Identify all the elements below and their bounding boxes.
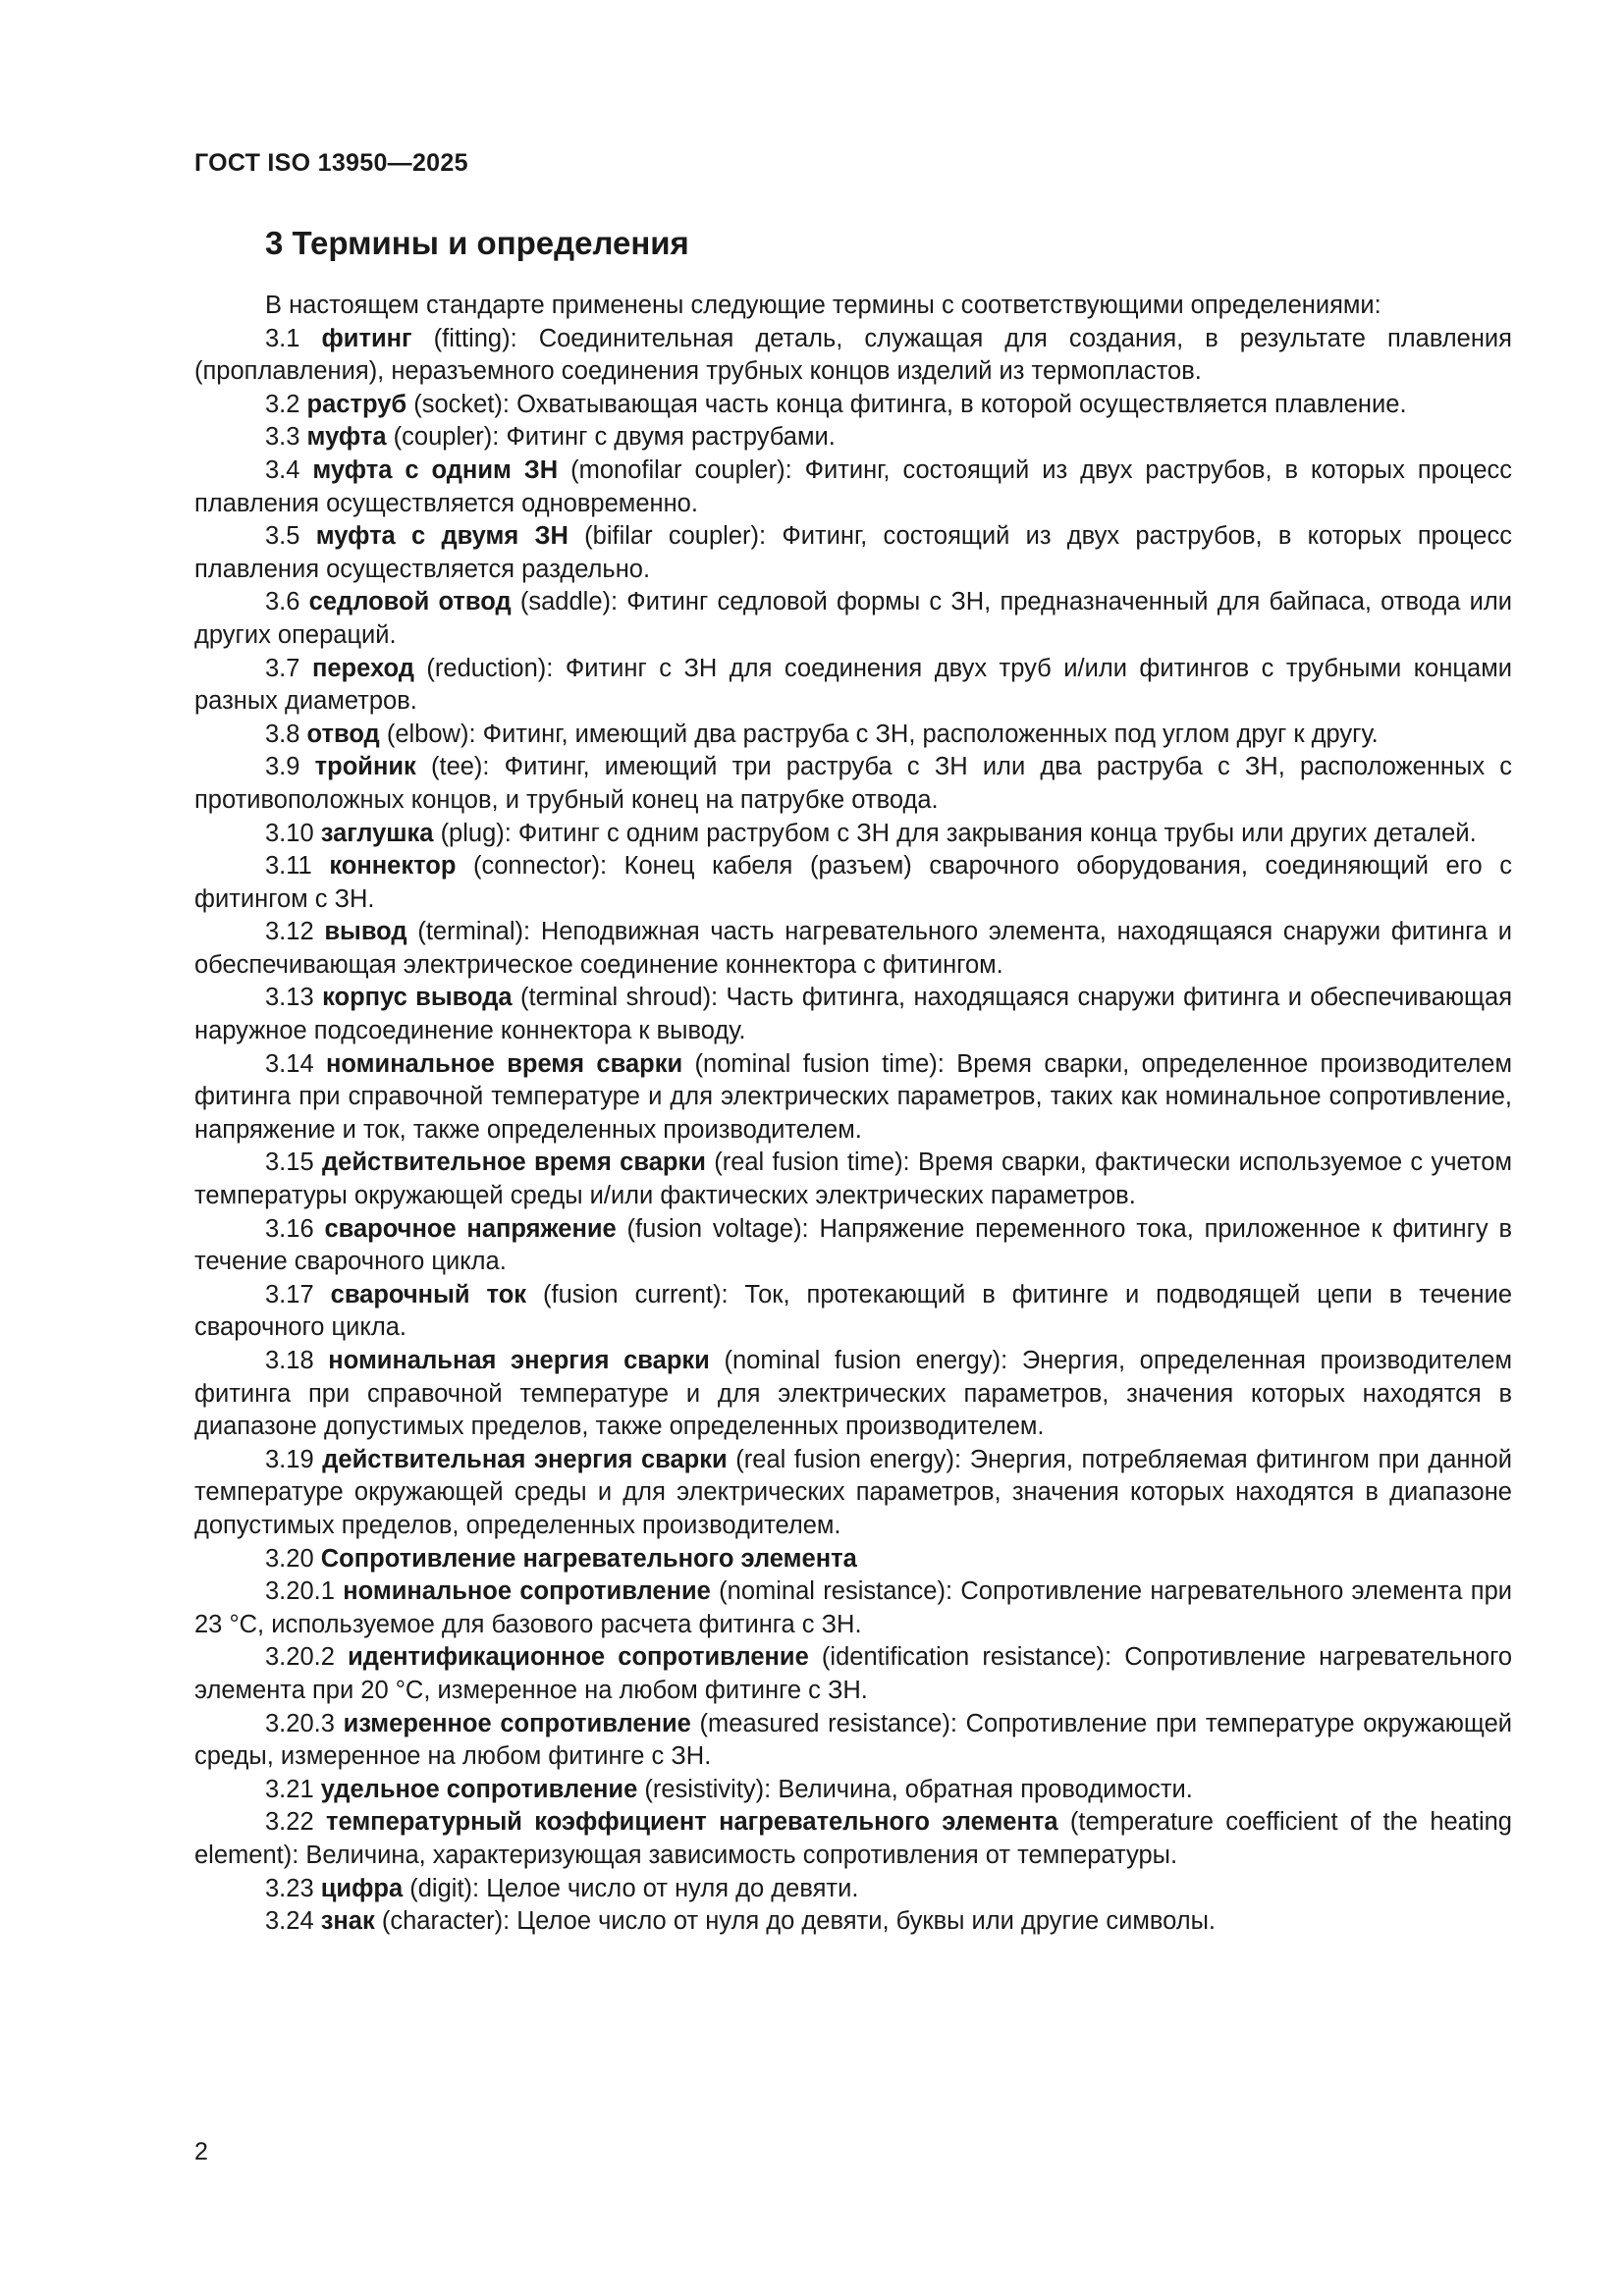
term-number: 3.20.1	[265, 1577, 335, 1606]
term-definition: (nominal fusion energy): Энергия, определенная производителем фитинга при справочной температуре и для электрических параметров, значения которых находятся в диапазоне допустимых пределов, также определенных производителем.	[194, 1347, 1512, 1441]
term-number: 3.8	[265, 720, 300, 748]
term-definition: (bifilar coupler): Фитинг, состоящий из двух раструбов, в которых процесс плавления осуществляется раздельно.	[194, 522, 1512, 583]
term-name: измеренное сопротивление	[343, 1709, 691, 1737]
term-definition: (socket): Охватывающая часть конца фитинга, в которой осуществляется плавление.	[406, 390, 1407, 418]
term-definition: (fitting): Соединительная деталь, служащая для создания, в результате плавления (проплавления), неразъемного соединения трубных концов изделий из термопластов.	[194, 324, 1512, 386]
term-number: 3.19	[265, 1445, 314, 1473]
term-number: 3.13	[265, 984, 314, 1012]
term-number: 3.24	[265, 1907, 314, 1936]
term-paragraph	[194, 1147, 1512, 1212]
section-title: 3 Термины и определения	[265, 225, 689, 261]
term-definition: (saddle): Фитинг седловой формы с ЗН, предназначенный для байпаса, отвода или других операций.	[194, 588, 1512, 649]
term-number: 3.6	[265, 588, 300, 616]
term-paragraph	[194, 1641, 1512, 1707]
term-paragraph	[194, 850, 1512, 916]
term-name: муфта	[306, 423, 387, 452]
term-number: 3.3	[265, 423, 300, 452]
term-definition: (elbow): Фитинг, имеющий два раструба с ЗН, расположенных под углом друг к другу.	[379, 720, 1379, 748]
term-number: 3.5	[265, 522, 300, 551]
term-name: Сопротивление нагревательного элемента	[320, 1544, 857, 1573]
term-paragraph	[194, 1575, 1512, 1641]
term-name: заглушка	[320, 819, 434, 847]
term-paragraph	[194, 1774, 1512, 1807]
term-number: 3.11	[265, 852, 312, 881]
term-definition: (fusion voltage): Напряжение переменного тока, приложенное к фитингу в течение сварочного цикла.	[194, 1214, 1513, 1276]
document-body	[194, 224, 1512, 1939]
term-paragraph	[194, 1543, 1512, 1576]
term-number: 3.4	[265, 455, 300, 484]
term-name: переход	[311, 654, 414, 682]
term-definition: (reduction): Фитинг с ЗН для соединения двух труб и/или фитингов с трубными концами разных диаметров.	[194, 654, 1512, 716]
term-name: отвод	[306, 720, 380, 748]
term-number: 3.9	[265, 753, 300, 781]
term-definition: (plug): Фитинг с одним раструбом с ЗН для закрывания конца трубы или других деталей.	[433, 819, 1477, 847]
term-number: 3.1	[265, 324, 300, 352]
term-paragraph	[194, 1708, 1512, 1774]
term-name: удельное сопротивление	[320, 1775, 638, 1803]
term-paragraph	[194, 916, 1512, 982]
term-paragraph	[194, 653, 1512, 719]
term-number: 3.16	[265, 1214, 314, 1243]
term-definition: (real fusion energy): Энергия, потребляемая фитингом при данной температуре окружающей среды и для электрических параметров, значения которых находятся в диапазоне допустимых пределов, определенных производителем.	[194, 1445, 1512, 1539]
term-definition: (terminal): Неподвижная часть нагревательного элемента, находящаяся снаружи фитинга и обеспечивающая электрическое соединение коннектора с фитингом.	[194, 918, 1512, 979]
term-paragraph	[194, 1345, 1512, 1444]
term-definition: (real fusion time): Время сварки, фактически используемое с учетом температуры окружающей среды и/или фактических электрических параметров.	[194, 1148, 1512, 1210]
term-number: 3.12	[265, 918, 314, 946]
term-number: 3.7	[265, 654, 300, 682]
term-paragraph	[194, 751, 1512, 817]
term-name: раструб	[306, 390, 407, 418]
term-definition: (measured resistance): Сопротивление при температуре окружающей среды, измеренное на любом фитинге с ЗН.	[194, 1709, 1512, 1771]
term-paragraph	[194, 719, 1512, 752]
term-number: 3.17	[265, 1280, 314, 1308]
term-definition: (identification resistance): Сопротивление нагревательного элемента при 20 °С, измеренное на любом фитинге с ЗН.	[194, 1643, 1513, 1704]
term-number: 3.20	[265, 1544, 314, 1573]
term-name: действительное время сварки	[321, 1148, 706, 1177]
terms-list	[194, 323, 1512, 1939]
term-paragraph	[194, 389, 1512, 422]
term-number: 3.10	[265, 819, 314, 847]
term-name: сварочное напряжение	[324, 1214, 617, 1243]
term-name: номинальная энергия сварки	[328, 1347, 710, 1374]
term-paragraph	[194, 1873, 1512, 1906]
term-paragraph	[194, 323, 1512, 389]
term-name: седловой отвод	[308, 588, 512, 616]
intro-paragraph: В настоящем стандарте применены следующие термины с соответствующими определениями:	[265, 292, 1381, 319]
term-name: муфта с одним ЗН	[312, 455, 559, 484]
term-name: номинальное время сварки	[326, 1049, 683, 1078]
term-number: 3.15	[265, 1148, 314, 1177]
term-number: 3.20.2	[265, 1643, 335, 1672]
term-paragraph	[194, 1279, 1512, 1345]
term-paragraph	[194, 818, 1512, 851]
term-number: 3.21	[265, 1775, 314, 1803]
term-name: муфта с двумя ЗН	[315, 522, 568, 551]
term-number: 3.2	[265, 390, 300, 418]
term-definition: (monofilar coupler): Фитинг, состоящий из двух раструбов, в которых процесс плавления осуществляется одновременно.	[194, 455, 1513, 517]
term-paragraph	[194, 1905, 1512, 1939]
term-number: 3.18	[265, 1347, 314, 1374]
term-paragraph	[194, 1806, 1512, 1872]
term-paragraph	[194, 586, 1512, 652]
term-name: идентификационное сопротивление	[348, 1643, 809, 1672]
term-name: знак	[320, 1907, 375, 1936]
term-paragraph	[194, 421, 1512, 454]
term-paragraph	[194, 454, 1512, 520]
term-definition: (nominal fusion time): Время сварки, определенное производителем фитинга при справочной температуре и для электрических параметров, таких как номинальное сопротивление, напряжение и ток, также определенных производителем.	[194, 1049, 1512, 1144]
term-definition: (coupler): Фитинг с двумя раструбами.	[386, 423, 836, 452]
term-definition: (resistivity): Величина, обратная проводимости.	[637, 1775, 1193, 1803]
term-name: цифра	[320, 1874, 404, 1902]
term-name: номинальное сопротивление	[343, 1577, 711, 1606]
term-number: 3.20.3	[265, 1709, 335, 1737]
term-name: вывод	[324, 918, 407, 946]
term-name: коннектор	[329, 852, 457, 881]
term-definition: (temperature coefficient of the heating element): Величина, характеризующая зависимость сопротивления от температуры.	[194, 1808, 1512, 1869]
term-definition: (digit): Целое число от нуля до девяти.	[403, 1874, 859, 1902]
term-paragraph	[194, 982, 1512, 1047]
term-definition: (nominal resistance): Сопротивление нагревательного элемента при 23 °С, используемое для базового расчета фитинга с ЗН.	[194, 1577, 1512, 1638]
term-paragraph	[194, 520, 1512, 586]
term-definition: (character): Целое число от нуля до девяти, буквы или другие символы.	[374, 1907, 1217, 1936]
term-definition: (terminal shroud): Часть фитинга, находящаяся снаружи фитинга и обеспечивающая наружное подсоединение коннектора к выводу.	[194, 984, 1512, 1045]
term-name: сварочный ток	[330, 1280, 527, 1308]
document-header: ГОСТ ISO 13950—2025	[194, 149, 468, 177]
page-number: 2	[194, 2138, 208, 2165]
term-paragraph	[194, 1213, 1512, 1279]
term-number: 3.23	[265, 1874, 314, 1902]
term-definition: (fusion current): Ток, протекающий в фитинге и подводящей цепи в течение сварочного цикла.	[194, 1280, 1513, 1342]
term-paragraph	[194, 1444, 1512, 1543]
term-number: 3.22	[265, 1808, 314, 1837]
term-definition: (connector): Конец кабеля (разъем) сварочного оборудования, соединяющий его с фитингом с ЗН.	[194, 852, 1512, 913]
term-name: корпус вывода	[322, 984, 513, 1012]
term-name: температурный коэффициент нагревательного элемента	[325, 1808, 1058, 1837]
term-name: тройник	[314, 753, 416, 781]
term-name: фитинг	[321, 324, 412, 352]
term-paragraph	[194, 1048, 1512, 1148]
term-name: действительная энергия сварки	[322, 1445, 728, 1473]
term-definition: (tee): Фитинг, имеющий три раструба с ЗН или два раструба с ЗН, расположенных с противоположных концов, и трубный конец на патрубке отвода.	[194, 753, 1512, 814]
term-number: 3.14	[265, 1049, 314, 1078]
